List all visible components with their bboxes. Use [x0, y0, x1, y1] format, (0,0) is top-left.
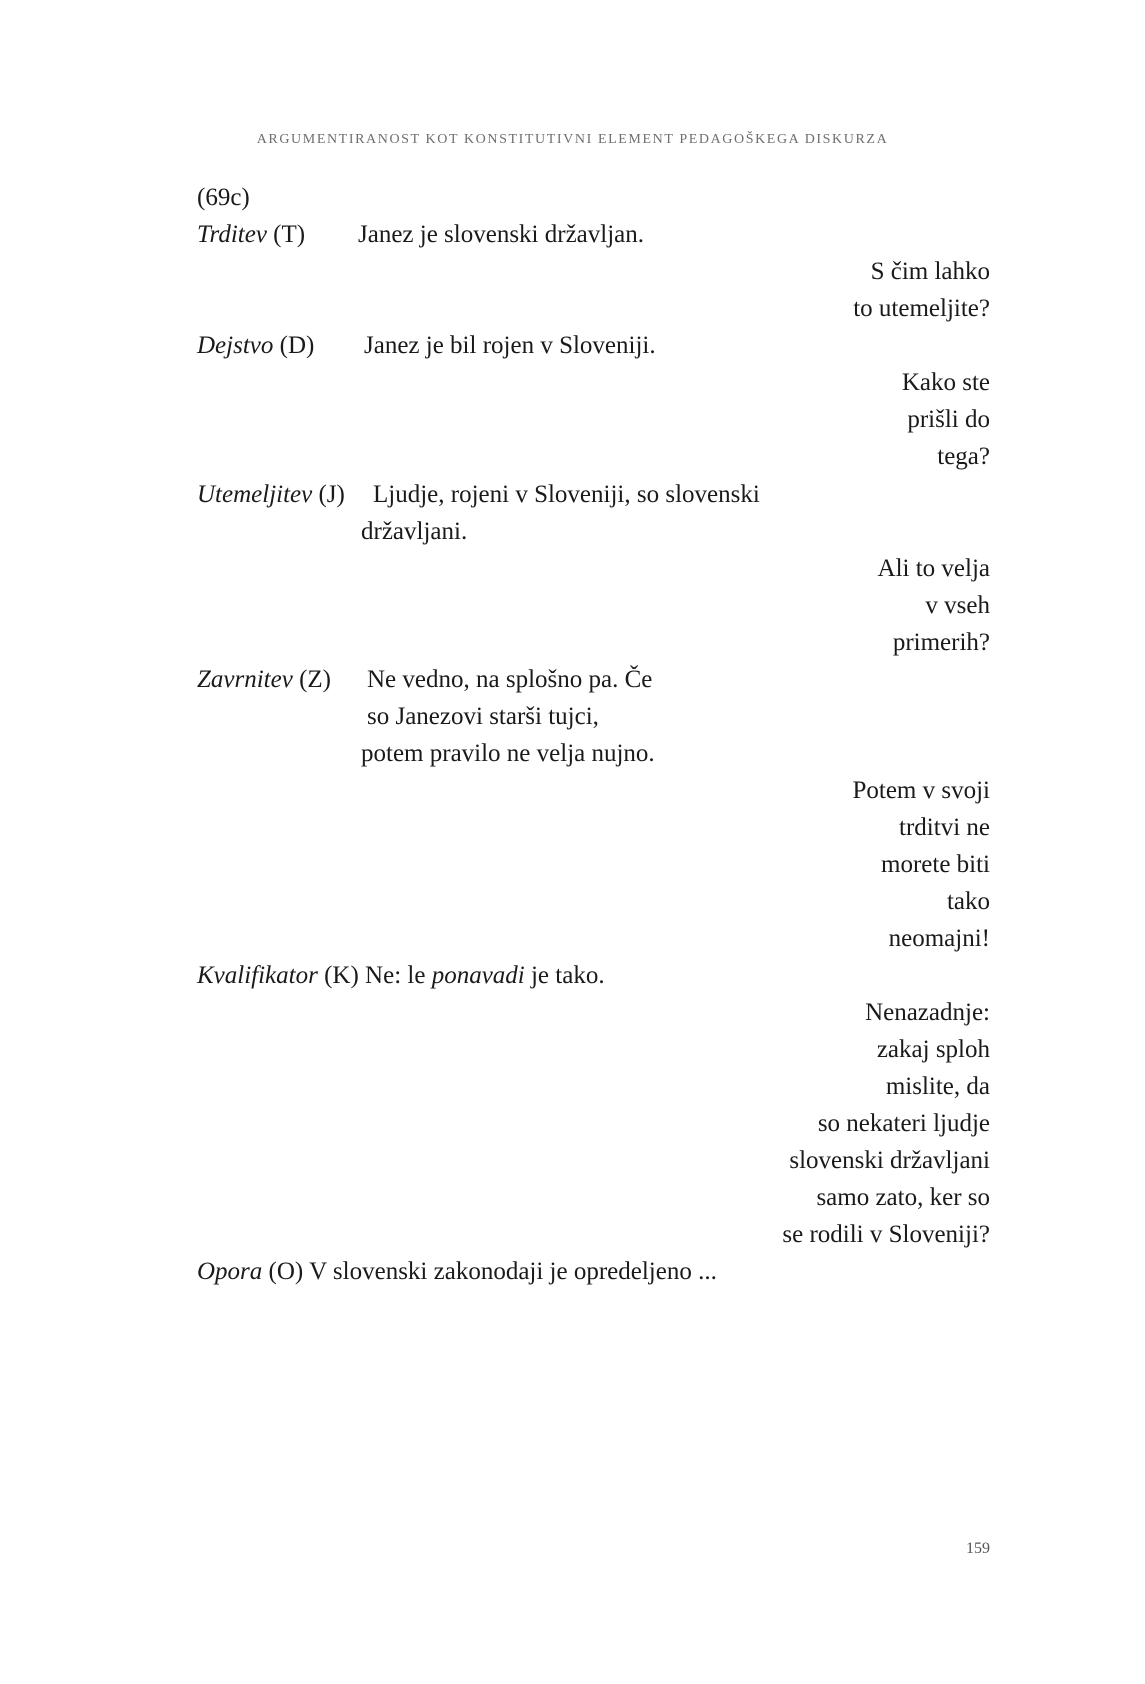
question-line: prišli do: [907, 406, 990, 433]
entry-text: je tako.: [524, 962, 605, 989]
term: Zavrnitev: [197, 666, 293, 693]
question-line: slovenski državljani: [789, 1147, 990, 1174]
entry-text: so Janezovi starši tujci,: [367, 703, 599, 730]
entry-trditev: [197, 220, 305, 250]
entry-text: državljani.: [361, 518, 468, 545]
question-line: Potem v svoji: [852, 777, 990, 804]
question-line: neomajni!: [888, 925, 990, 952]
term: Kvalifikator: [197, 962, 318, 989]
example-number: (69c): [197, 184, 250, 211]
entry-dejstvo: [197, 331, 314, 361]
entry-text: Janez je slovenski državljan.: [358, 221, 645, 248]
entry-text: V slovenski zakonodaji je opredeljeno ...: [309, 1258, 717, 1285]
entry-kvalifikator: [197, 961, 605, 991]
question-line: Nenazadnje:: [865, 999, 990, 1026]
question-line: zakaj sploh: [876, 1036, 990, 1063]
entry-opora: [197, 1257, 717, 1287]
question-line: to utemeljite?: [853, 295, 990, 322]
term-abbr: (D): [279, 332, 315, 359]
term: Trditev: [197, 221, 267, 248]
question-line: morete biti: [881, 851, 990, 878]
entry-zavrnitev: [197, 665, 331, 695]
entry-utemeljitev: [197, 480, 345, 510]
term-abbr: (K): [324, 962, 359, 989]
entry-text: potem pravilo ne velja nujno.: [361, 740, 655, 767]
question-line: Ali to velja: [877, 555, 990, 582]
entry-text: Ne vedno, na splošno pa. Če: [367, 666, 653, 693]
question-line: v vseh: [925, 592, 990, 619]
term: Opora: [197, 1258, 263, 1285]
emphasis: ponavadi: [431, 962, 525, 989]
term-abbr: (J): [318, 481, 345, 508]
question-line: samo zato, ker so: [816, 1184, 990, 1211]
question-line: S čim lahko: [870, 258, 990, 285]
term-abbr: (O): [268, 1258, 304, 1285]
question-line: tako: [946, 888, 990, 915]
term-abbr: (Z): [299, 666, 331, 693]
term-abbr: (T): [273, 221, 306, 248]
entry-text: Ljudje, rojeni v Sloveniji, so slovenski: [373, 481, 760, 508]
page-number: 159: [966, 1540, 990, 1557]
entry-text: Janez je bil rojen v Sloveniji.: [364, 332, 656, 359]
question-line: se rodili v Sloveniji?: [782, 1221, 990, 1248]
question-line: mislite, da: [885, 1073, 990, 1100]
question-line: tega?: [937, 443, 990, 470]
term: Utemeljitev: [197, 481, 313, 508]
question-line: Kako ste: [901, 369, 990, 396]
question-line: trditvi ne: [899, 814, 990, 841]
question-line: primerih?: [892, 629, 990, 656]
term: Dejstvo: [197, 332, 274, 359]
question-line: so nekateri ljudje: [817, 1110, 990, 1137]
entry-text: Ne: le: [365, 962, 432, 989]
running-head: ARGUMENTIRANOST KOT KONSTITUTIVNI ELEMENT PEDAGOŠKEGA DISKURZA: [256, 132, 889, 147]
